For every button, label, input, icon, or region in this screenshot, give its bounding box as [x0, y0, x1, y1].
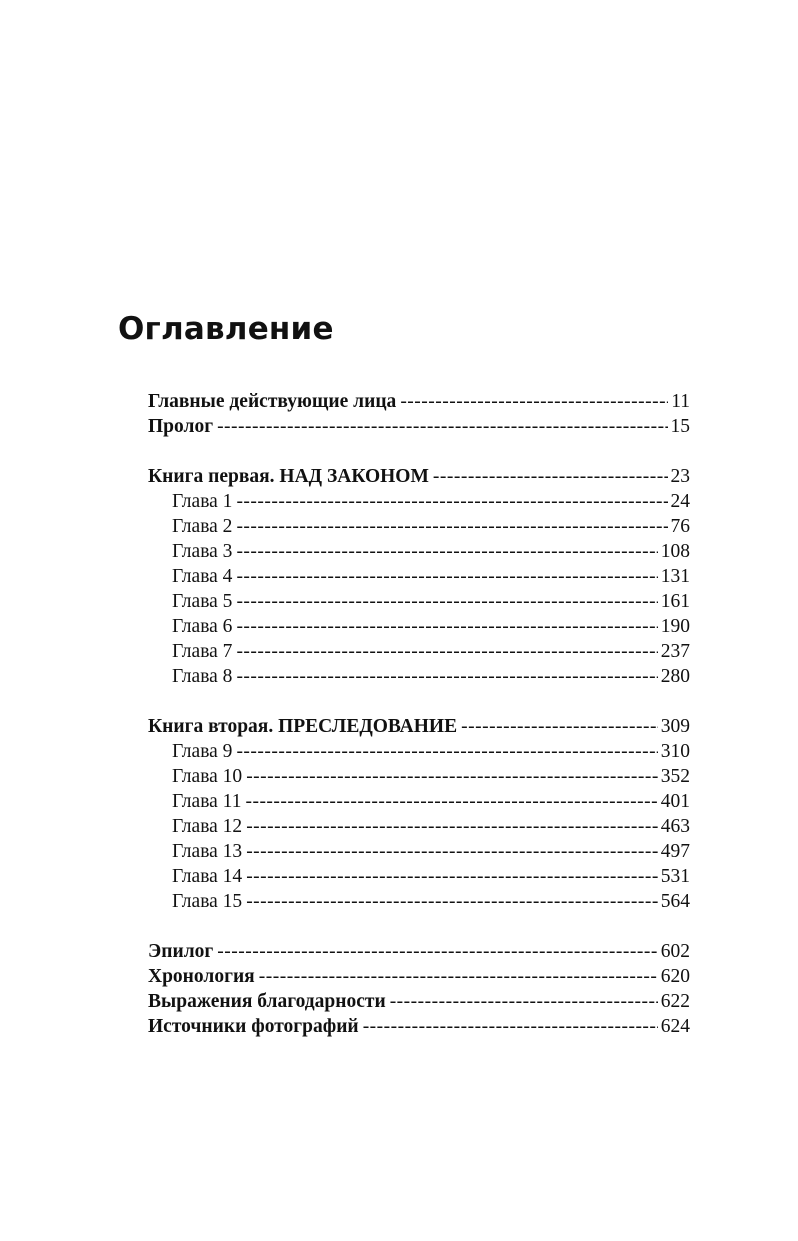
toc-leader [259, 964, 658, 989]
toc-leader [461, 714, 658, 739]
toc-entry [148, 964, 690, 989]
toc-entry-label: Книга вторая. ПРЕСЛЕДОВАНИЕ [148, 716, 458, 737]
toc-chapter-entry [148, 764, 690, 789]
toc-chapter-entry [148, 789, 690, 814]
toc-entry-label: Глава 6 [172, 616, 233, 637]
toc-entry-page: 24 [670, 491, 690, 512]
toc-entry-page: 309 [660, 716, 690, 737]
toc-entry-label: Глава 11 [172, 791, 242, 812]
toc-chapter-entry [148, 539, 690, 564]
toc-entry [148, 389, 690, 414]
toc-chapter-entry [148, 639, 690, 664]
toc-leader [246, 764, 658, 789]
toc-leader [217, 939, 658, 964]
toc-entry [148, 939, 690, 964]
toc-chapter-entry [148, 664, 690, 689]
toc-leader [246, 889, 658, 914]
toc-entry-page: 280 [660, 666, 690, 687]
toc-leader [246, 864, 658, 889]
toc-leader [433, 464, 668, 489]
toc-chapter-entry [148, 739, 690, 764]
toc-entry-label: Хронология [148, 966, 255, 987]
toc-entry [148, 989, 690, 1014]
toc-leader [390, 989, 658, 1014]
toc-entry-page: 602 [660, 941, 690, 962]
toc-chapter-entry [148, 614, 690, 639]
toc-entry-label: Глава 5 [172, 591, 233, 612]
toc-leader [236, 739, 657, 764]
toc-chapter-entry [148, 864, 690, 889]
toc-entry-label: Главные действующие лица [148, 391, 397, 412]
toc-entry-page: 310 [660, 741, 690, 762]
toc-chapter-entry [148, 514, 690, 539]
toc-entry-page: 23 [670, 466, 690, 487]
toc-entry-label: Глава 15 [172, 891, 243, 912]
toc-entry-label: Выражения благодарности [148, 991, 386, 1012]
toc-chapter-entry [148, 489, 690, 514]
toc-entry-page: 564 [660, 891, 690, 912]
toc-entry-page: 622 [660, 991, 690, 1012]
toc-leader [236, 589, 657, 614]
toc-leader [246, 814, 658, 839]
toc-entry-page: 237 [660, 641, 690, 662]
toc-chapter-entry [148, 589, 690, 614]
toc-entry-page: 190 [660, 616, 690, 637]
toc-entry-page: 531 [660, 866, 690, 887]
toc-entry-label: Глава 7 [172, 641, 233, 662]
toc-entry-label: Глава 10 [172, 766, 243, 787]
toc-entry-label: Глава 3 [172, 541, 233, 562]
table-of-contents [148, 389, 690, 1039]
toc-entry-page: 620 [660, 966, 690, 987]
toc-leader [246, 839, 658, 864]
toc-entry-page: 624 [660, 1016, 690, 1037]
toc-entry [148, 414, 690, 439]
toc-entry-label: Глава 4 [172, 566, 233, 587]
toc-leader [245, 789, 657, 814]
toc-entry-label: Глава 12 [172, 816, 243, 837]
toc-entry-label: Эпилог [148, 941, 214, 962]
toc-entry-label: Пролог [148, 416, 214, 437]
toc-part-entry [148, 714, 690, 739]
toc-entry-label: Глава 2 [172, 516, 233, 537]
toc-entry-label: Глава 14 [172, 866, 243, 887]
toc-entry-label: Глава 9 [172, 741, 233, 762]
toc-entry-label: Книга первая. НАД ЗАКОНОМ [148, 466, 429, 487]
toc-leader [236, 664, 657, 689]
toc-part-entry [148, 464, 690, 489]
toc-entry-page: 401 [660, 791, 690, 812]
toc-entry-page: 497 [660, 841, 690, 862]
toc-chapter-entry [148, 889, 690, 914]
toc-leader [400, 389, 668, 414]
toc-leader [363, 1014, 658, 1039]
toc-entry-page: 76 [670, 516, 690, 537]
toc-entry-page: 11 [671, 391, 690, 412]
toc-entry-page: 108 [660, 541, 690, 562]
toc-leader [236, 639, 657, 664]
toc-entry-page: 161 [660, 591, 690, 612]
toc-leader [217, 414, 667, 439]
toc-entry [148, 1014, 690, 1039]
toc-entry-page: 15 [670, 416, 690, 437]
toc-entry-page: 352 [660, 766, 690, 787]
toc-leader [236, 489, 667, 514]
toc-leader [236, 539, 657, 564]
toc-leader [236, 614, 657, 639]
toc-entry-page: 463 [660, 816, 690, 837]
toc-chapter-entry [148, 814, 690, 839]
toc-entry-label: Глава 13 [172, 841, 243, 862]
toc-entry-label: Глава 1 [172, 491, 233, 512]
toc-chapter-entry [148, 564, 690, 589]
toc-leader [236, 514, 667, 539]
toc-entry-page: 131 [660, 566, 690, 587]
toc-entry-label: Глава 8 [172, 666, 233, 687]
page-title: Оглавление [118, 311, 334, 347]
toc-entry-label: Источники фотографий [148, 1016, 359, 1037]
toc-chapter-entry [148, 839, 690, 864]
toc-leader [236, 564, 657, 589]
